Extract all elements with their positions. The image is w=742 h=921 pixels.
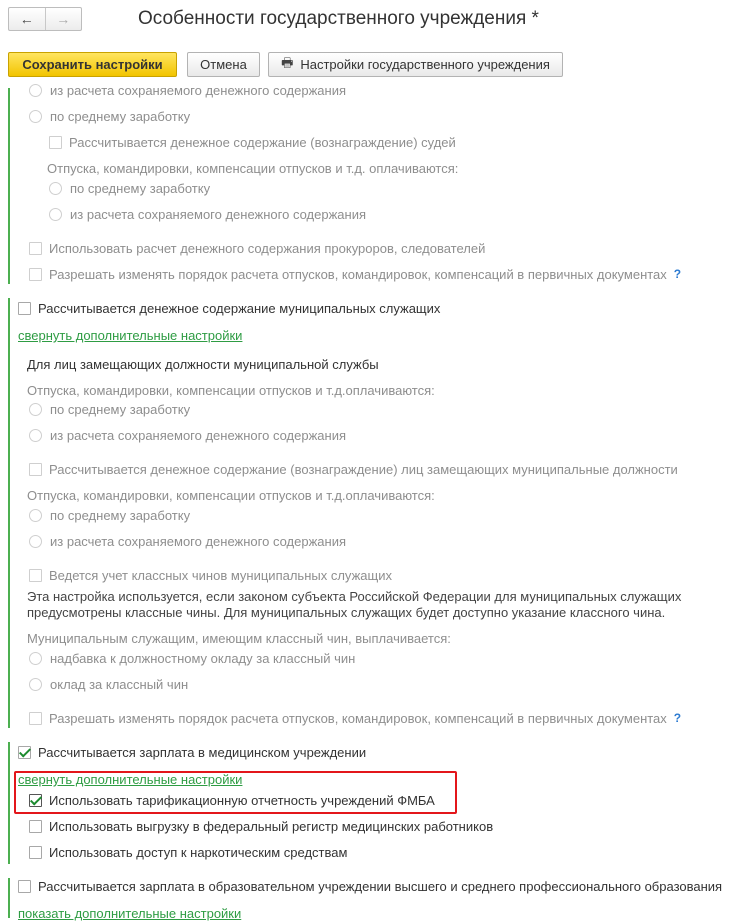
checkbox-label: Рассчитывается денежное содержание (вознаграждение) судей [69, 134, 456, 150]
checkbox-class-ranks[interactable] [29, 566, 392, 584]
checkbox-label: Использовать расчет денежного содержания прокуроров, следователей [49, 240, 486, 256]
group-bar-judges [8, 88, 10, 284]
collapse-settings-link-municipal[interactable]: свернуть дополнительные настройки [18, 328, 243, 343]
checkbox-allow-change-municipal[interactable] [29, 709, 681, 727]
checkbox-label: Использовать выгрузку в федеральный регистр медицинских работников [49, 818, 494, 834]
checkbox-label: Разрешать изменять порядок расчета отпусков, командировок, компенсаций в первичных документах [49, 710, 667, 726]
checkbox[interactable] [29, 463, 42, 476]
group-bar-education [8, 878, 10, 918]
checkbox-register[interactable] [29, 817, 493, 835]
checkbox-prosecutors[interactable] [29, 239, 485, 257]
checkbox-label: Рассчитывается денежное содержание (вознаграждение) лиц замещающих муниципальные должности [49, 461, 678, 477]
radio-avg-municipal-2[interactable] [29, 506, 190, 524]
history-nav [8, 7, 82, 31]
printer-icon: 🖶 [281, 54, 294, 70]
radio-button[interactable] [29, 678, 42, 691]
checkbox-allow-change-judges[interactable] [29, 265, 681, 283]
radio-button[interactable] [49, 208, 62, 221]
checkbox[interactable] [29, 846, 42, 859]
checkbox[interactable] [29, 712, 42, 725]
checkbox-label: Использовать доступ к наркотическим средствам [49, 844, 348, 860]
radio-saved-pay[interactable] [29, 81, 346, 99]
page-title: Особенности государственного учреждения * [138, 8, 539, 29]
radio-saved-municipal-2[interactable] [29, 532, 346, 550]
save-settings-button[interactable]: Сохранить настройки [8, 52, 177, 77]
radio-button[interactable] [29, 509, 42, 522]
radio-label: из расчета сохраняемого денежного содержания [70, 206, 366, 222]
checkbox-label: Ведется учет классных чинов муниципальных служащих [49, 567, 392, 583]
checkbox[interactable] [29, 242, 42, 255]
radio-saved-municipal-1[interactable] [29, 426, 346, 444]
radio-button[interactable] [49, 182, 62, 195]
rank-caption: Муниципальным служащим, имеющим классный чин, выплачивается: [27, 630, 451, 646]
radio-avg-municipal-1[interactable] [29, 400, 190, 418]
back-arrow-icon[interactable]: ← [19, 11, 34, 27]
radio-label: оклад за классный чин [50, 676, 189, 692]
radio-button[interactable] [29, 84, 42, 97]
radio-avg-earnings[interactable] [29, 107, 190, 125]
radio-label: по среднему заработку [50, 401, 191, 417]
cancel-button[interactable]: Отмена [187, 52, 260, 77]
checkbox-municipal-positions[interactable] [29, 460, 678, 478]
municipal-subheading: Для лиц замещающих должности муниципальной службы [27, 356, 379, 372]
radio-button[interactable] [29, 110, 42, 123]
checkbox-label: Рассчитывается зарплата в медицинском учреждении [38, 744, 367, 760]
checkbox-label: Рассчитывается денежное содержание муниципальных служащих [38, 300, 441, 316]
group-bar-medical [8, 742, 10, 864]
checkbox[interactable] [49, 136, 62, 149]
group-bar-municipal [8, 298, 10, 728]
checkbox[interactable] [18, 746, 31, 759]
payment-caption-2: Отпуска, командировки, компенсации отпусков и т.д.оплачиваются: [27, 487, 435, 503]
institution-settings-label: Настройки государственного учреждения [300, 57, 550, 72]
help-icon[interactable]: ? [673, 267, 682, 281]
class-ranks-note: Эта настройка используется, если законом субъекта Российской Федерации для муниципальных служащих предусмотрены классные чины. Для муниципальных служащих будет доступно указание классного чина. [27, 589, 682, 620]
checkbox-medical[interactable] [18, 743, 366, 761]
checkbox-municipal[interactable] [18, 299, 440, 317]
checkbox[interactable] [29, 569, 42, 582]
radio-saved-pay-2[interactable] [49, 205, 366, 223]
radio-label: по среднему заработку [50, 507, 191, 523]
forward-arrow-icon[interactable]: → [45, 8, 82, 30]
radio-button[interactable] [29, 429, 42, 442]
radio-button[interactable] [29, 403, 42, 416]
institution-settings-button[interactable] [268, 52, 563, 77]
checkbox-label: Разрешать изменять порядок расчета отпусков, командировок, компенсаций в первичных документах [49, 266, 667, 282]
payment-caption: Отпуска, командировки, компенсации отпусков и т.д. оплачиваются: [47, 160, 459, 176]
radio-label: надбавка к должностному окладу за классный чин [50, 650, 356, 666]
radio-rank-salary[interactable] [29, 675, 188, 693]
checkbox[interactable] [18, 880, 31, 893]
checkbox-judges-pay[interactable] [49, 133, 456, 151]
checkbox[interactable] [29, 268, 42, 281]
checkbox[interactable] [18, 302, 31, 315]
radio-label: из расчета сохраняемого денежного содержания [50, 427, 346, 443]
checkbox[interactable] [29, 794, 42, 807]
radio-rank-allowance[interactable] [29, 649, 355, 667]
checkbox-fmba[interactable] [29, 791, 435, 809]
radio-avg-earnings-2[interactable] [49, 179, 210, 197]
radio-label: из расчета сохраняемого денежного содержания [50, 533, 346, 549]
payment-caption-1: Отпуска, командировки, компенсации отпусков и т.д.оплачиваются: [27, 382, 435, 398]
help-icon[interactable]: ? [673, 711, 682, 725]
checkbox-education[interactable] [18, 877, 722, 895]
radio-button[interactable] [29, 535, 42, 548]
radio-button[interactable] [29, 652, 42, 665]
show-settings-link-education[interactable]: показать дополнительные настройки [18, 906, 242, 921]
checkbox-narcotics[interactable] [29, 843, 347, 861]
checkbox-label: Рассчитывается зарплата в образовательном учреждении высшего и среднего профессионального образования [38, 878, 723, 894]
collapse-settings-link-medical[interactable]: свернуть дополнительные настройки [18, 772, 243, 787]
radio-label: по среднему заработку [70, 180, 211, 196]
checkbox[interactable] [29, 820, 42, 833]
radio-label: по среднему заработку [50, 108, 191, 124]
checkbox-label: Использовать тарификационную отчетность учреждений ФМБА [49, 792, 435, 808]
radio-label: из расчета сохраняемого денежного содержания [50, 82, 346, 98]
